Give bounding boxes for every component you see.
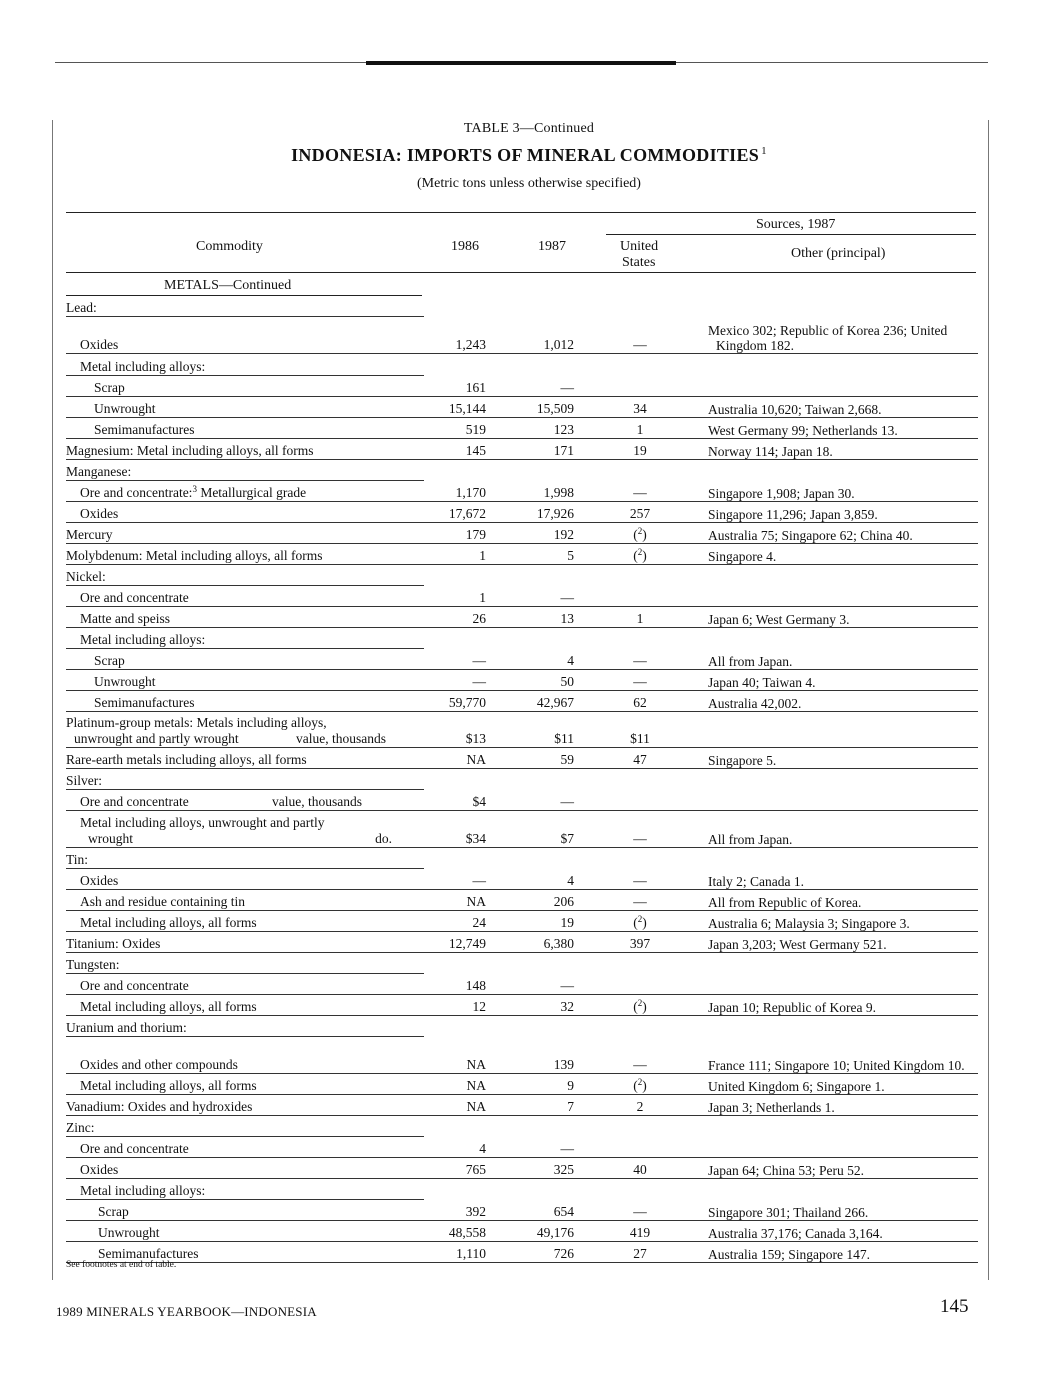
title-footnote: 1 — [761, 145, 767, 157]
us-value: — — [633, 653, 647, 668]
us-value: — — [633, 873, 647, 888]
us-value: $11 — [630, 731, 650, 746]
other-sources: Singapore 1,908; Japan 30. — [708, 486, 855, 501]
value-1986: NA — [466, 1057, 486, 1072]
value-1986: $34 — [465, 831, 486, 846]
commodity-label — [66, 1120, 95, 1136]
table-row — [66, 789, 978, 810]
commodity-label-text: Rare-earth metals including alloys, all forms — [66, 752, 307, 767]
commodity-label — [80, 611, 170, 627]
commodity-label-line2: wrought do. — [88, 831, 392, 846]
commodity-label-text: Semimanufactures — [94, 422, 195, 437]
value-1987: 123 — [553, 422, 574, 437]
commodity-label-text: Unwrought — [94, 401, 156, 416]
table-row — [66, 296, 978, 316]
other-sources: Australia 10,620; Taiwan 2,668. — [708, 402, 882, 417]
value-1987: 1,012 — [543, 337, 574, 352]
table-row — [66, 1178, 978, 1199]
commodity-label-text: Metal including alloys, all forms — [80, 1078, 257, 1093]
table-row — [66, 810, 978, 847]
commodity-label — [94, 422, 194, 438]
commodity-label-text: Nickel: — [66, 569, 106, 584]
commodity-label — [80, 873, 118, 889]
us-value: ($^2$) — [633, 526, 647, 542]
commodity-label-text: Tin: — [66, 852, 89, 867]
table-row — [66, 522, 978, 543]
value-1986: 145 — [465, 443, 486, 458]
commodity-label-text: Ore and concentrate — [80, 1141, 189, 1156]
commodity-label — [94, 380, 125, 396]
other-sources: West Germany 99; Netherlands 13. — [708, 423, 898, 438]
us-value: — — [633, 894, 647, 909]
commodity-table — [66, 296, 978, 1262]
value-1986: — — [472, 873, 486, 888]
section-label: METALS—Continued — [164, 278, 292, 293]
unit-label: value, thousands — [296, 731, 386, 746]
us-value: — — [633, 674, 647, 689]
commodity-label-line1: Platinum-group metals: Metals including alloys, — [66, 715, 327, 730]
us-value: 1 — [636, 611, 644, 626]
commodity-label — [94, 401, 156, 417]
us-value: 47 — [633, 752, 647, 767]
table-row — [66, 480, 978, 501]
table-row — [66, 1157, 978, 1178]
commodity-label-text: Lead: — [66, 300, 97, 315]
value-1986: 59,770 — [448, 695, 486, 710]
commodity-label-text: Silver: — [66, 773, 102, 788]
commodity-label-text: Mercury — [66, 527, 113, 542]
table-row — [66, 375, 978, 396]
table-row — [66, 316, 978, 353]
footnote-ref: 2 — [637, 998, 643, 1008]
table-subtitle: (Metric tons unless otherwise specified) — [417, 176, 641, 191]
commodity-label — [80, 506, 118, 522]
table-row — [66, 543, 978, 564]
value-1986: 148 — [465, 978, 486, 993]
table-row — [66, 417, 978, 438]
commodity-label — [80, 1141, 189, 1157]
us-value: 2 — [636, 1099, 644, 1114]
value-1986: 26 — [472, 611, 486, 626]
other-sources: United Kingdom 6; Singapore 1. — [708, 1079, 885, 1094]
commodity-label — [80, 815, 422, 847]
commodity-label-text: Magnesium: Metal including alloys, all forms — [66, 443, 314, 458]
value-1986: 161 — [465, 380, 486, 395]
other-sources: Australia 159; Singapore 147. — [708, 1247, 870, 1262]
other-sources: Italy 2; Canada 1. — [708, 874, 804, 889]
value-1987: 726 — [553, 1246, 574, 1261]
commodity-label-text: Ore and concentrate — [80, 978, 189, 993]
right-margin-rule — [988, 120, 989, 1280]
value-1987: 19 — [560, 915, 574, 930]
other-sources: Australia 37,176; Canada 3,164. — [708, 1226, 883, 1241]
other-sources: Mexico 302; Republic of Korea 236; United Kingdom 182. — [708, 323, 948, 353]
commodity-label — [80, 337, 118, 353]
table-row — [66, 606, 978, 627]
commodity-label-text: Semimanufactures — [98, 1246, 199, 1261]
us-value: — — [633, 485, 647, 500]
other-sources: Japan 3,203; West Germany 521. — [708, 937, 887, 952]
other-sources: Singapore 5. — [708, 753, 777, 768]
table-row — [66, 847, 978, 868]
value-1987: 171 — [553, 443, 574, 458]
commodity-label-text: Semimanufactures — [94, 695, 195, 710]
commodity-label-text: Uranium and thorium: — [66, 1020, 187, 1035]
commodity-label-text: Vanadium: Oxides and hydroxides — [66, 1099, 253, 1114]
commodity-label-text: Ore and concentrate — [80, 590, 189, 605]
table-row — [66, 889, 978, 910]
other-sources: All from Republic of Korea. — [708, 895, 862, 910]
commodity-label-text: Oxides — [80, 1162, 119, 1177]
commodity-label-text: Matte and speiss — [80, 611, 170, 626]
us-value: 257 — [629, 506, 651, 521]
footnote: See footnotes at end of table. — [66, 1260, 177, 1270]
value-1986: 12 — [472, 999, 486, 1014]
value-1986: 519 — [465, 422, 486, 437]
commodity-label-line1: Metal including alloys, unwrought and partly — [80, 815, 325, 830]
table-row — [66, 648, 978, 669]
commodity-label-line2: unwrought and partly wrought value, thousands — [74, 731, 386, 746]
commodity-label-text: Oxides — [80, 873, 119, 888]
value-1987: 9 — [567, 1078, 574, 1093]
value-1987: 15,509 — [536, 401, 574, 416]
table-row — [66, 669, 978, 690]
commodity-label-text: Ash and residue containing tin — [80, 894, 245, 909]
commodity-label — [80, 999, 257, 1015]
table-row — [66, 868, 978, 889]
header-other: Other (principal) — [791, 246, 886, 261]
table-row — [66, 910, 978, 931]
commodity-label — [66, 715, 422, 747]
other-sources: Singapore 301; Thailand 266. — [708, 1205, 869, 1220]
value-1986: NA — [466, 1078, 486, 1093]
value-1986: 392 — [465, 1204, 486, 1219]
other-sources: Australia 75; Singapore 62; China 40. — [708, 528, 913, 543]
other-sources: Japan 6; West Germany 3. — [708, 612, 850, 627]
table-row — [66, 396, 978, 417]
us-value: ($^2$) — [633, 547, 647, 563]
header-top-rule — [66, 212, 976, 213]
commodity-label — [80, 481, 306, 501]
commodity-label-text: Metal including alloys, all forms — [80, 999, 257, 1014]
table-row — [66, 994, 978, 1015]
header-states: States — [622, 255, 656, 270]
value-1986: 15,144 — [448, 401, 486, 416]
commodity-label — [66, 936, 160, 952]
value-1986: 179 — [465, 527, 486, 542]
commodity-label — [66, 752, 307, 768]
value-1987: 325 — [553, 1162, 574, 1177]
value-1986: $4 — [472, 794, 486, 809]
value-1987: — — [560, 794, 574, 809]
commodity-label — [94, 674, 156, 690]
header-sources: Sources, 1987 — [756, 217, 836, 232]
table-row — [66, 747, 978, 768]
other-sources: Japan 40; Taiwan 4. — [708, 675, 816, 690]
other-sources: All from Japan. — [708, 654, 793, 669]
commodity-label — [66, 300, 97, 316]
commodity-label — [66, 548, 322, 564]
value-1987: 50 — [560, 674, 574, 689]
table-row — [66, 931, 978, 952]
other-sources: Japan 10; Republic of Korea 9. — [708, 1000, 876, 1015]
header-united: United — [620, 239, 659, 254]
value-1986: 1,243 — [455, 337, 486, 352]
value-1987: 13 — [560, 611, 574, 626]
table-row — [66, 459, 978, 480]
us-value: 27 — [633, 1246, 647, 1261]
row-rule-right — [422, 1262, 978, 1263]
table-row — [66, 1094, 978, 1115]
commodity-label — [66, 569, 106, 585]
commodity-label — [94, 653, 125, 669]
commodity-label — [66, 443, 313, 459]
commodity-label — [80, 1183, 205, 1199]
commodity-label — [66, 1099, 252, 1115]
us-value: 62 — [633, 695, 647, 710]
other-sources: France 111; Singapore 10; United Kingdom 10. — [708, 1058, 965, 1073]
commodity-label-text: Oxides and other compounds — [80, 1057, 238, 1072]
header-1986: 1986 — [451, 239, 479, 254]
commodity-label — [94, 695, 194, 711]
table-row — [66, 1136, 978, 1157]
commodity-label — [66, 852, 88, 868]
value-1987: $7 — [560, 831, 574, 846]
table-title — [0, 145, 1058, 166]
commodity-label-text: Zinc: — [66, 1120, 95, 1135]
other-sources: Singapore 11,296; Japan 3,859. — [708, 507, 878, 522]
title-text: INDONESIA: IMPORTS OF MINERAL COMMODITIES — [291, 145, 760, 165]
table-row — [66, 1015, 978, 1036]
value-1987: — — [560, 380, 574, 395]
value-1987: $11 — [554, 731, 574, 746]
other-sources: Australia 6; Malaysia 3; Singapore 3. — [708, 916, 910, 931]
commodity-label-text: Tungsten: — [66, 957, 120, 972]
commodity-label — [80, 794, 189, 810]
value-1987: 49,176 — [536, 1225, 574, 1240]
commodity-label-text: Unwrought — [98, 1225, 160, 1240]
us-value: 1 — [636, 422, 644, 437]
commodity-label — [80, 632, 205, 648]
commodity-label-suffix: Metallurgical grade — [196, 485, 307, 500]
value-1987: 42,967 — [536, 695, 574, 710]
value-1987: 6,380 — [543, 936, 574, 951]
table-row — [66, 973, 978, 994]
value-1986: $13 — [465, 731, 486, 746]
footnote-ref: 2 — [637, 1077, 643, 1087]
commodity-label-text: Oxides — [80, 506, 119, 521]
footnote-ref: 2 — [637, 914, 643, 924]
us-value: ($^2$) — [633, 1077, 647, 1093]
commodity-label-text: Manganese: — [66, 464, 132, 479]
commodity-label — [98, 1225, 160, 1241]
table-row — [66, 353, 978, 375]
value-1986: 1,110 — [456, 1246, 486, 1261]
commodity-label-text: Metal including alloys: — [80, 1183, 206, 1198]
table-row — [66, 585, 978, 606]
commodity-label — [80, 978, 189, 994]
table-row — [66, 438, 978, 459]
value-1987: 206 — [553, 894, 574, 909]
commodity-label-text: Metal including alloys: — [80, 632, 206, 647]
table-row — [66, 768, 978, 789]
table-row — [66, 952, 978, 973]
commodity-label-text: Oxides — [80, 337, 119, 352]
unit-label: value, thousands — [272, 794, 362, 809]
us-value: ($^2$) — [633, 914, 647, 930]
value-1987: 5 — [567, 548, 574, 563]
value-1987: — — [560, 978, 574, 993]
page-number: 145 — [940, 1296, 969, 1317]
value-1986: 1 — [479, 590, 486, 605]
other-sources: Norway 114; Japan 18. — [708, 444, 833, 459]
value-1986: 17,672 — [448, 506, 486, 521]
value-1987: 192 — [553, 527, 574, 542]
commodity-label-text: Scrap — [94, 380, 125, 395]
us-value: 40 — [633, 1162, 647, 1177]
footnote-ref: 2 — [637, 526, 643, 536]
value-1986: — — [472, 653, 486, 668]
footnote-ref: 3 — [192, 484, 197, 494]
commodity-label — [80, 1057, 238, 1073]
value-1986: 1 — [479, 548, 486, 563]
commodity-label — [80, 894, 245, 910]
other-sources: Japan 64; China 53; Peru 52. — [708, 1163, 864, 1178]
value-1986: 12,749 — [448, 936, 486, 951]
value-1987: — — [560, 590, 574, 605]
commodity-label — [66, 773, 102, 789]
header-sources-rule — [606, 234, 976, 235]
commodity-label-text: Metal including alloys, all forms — [80, 915, 257, 930]
commodity-label-text: Metal including alloys: — [80, 359, 206, 374]
table-row — [66, 711, 978, 747]
table-row — [66, 1241, 978, 1262]
commodity-label — [66, 1020, 187, 1036]
value-1986: 4 — [479, 1141, 486, 1156]
value-1987: 4 — [567, 873, 574, 888]
commodity-label-text: Ore and concentrate — [80, 794, 189, 809]
value-1987: 1,998 — [543, 485, 574, 500]
commodity-label — [66, 527, 112, 543]
value-1986: NA — [466, 752, 486, 767]
us-value: 397 — [629, 936, 651, 951]
us-value: — — [633, 1204, 647, 1219]
other-sources: Japan 3; Netherlands 1. — [708, 1100, 835, 1115]
value-1986: — — [472, 674, 486, 689]
commodity-label-text: Molybdenum: Metal including alloys, all forms — [66, 548, 323, 563]
us-value: — — [633, 1057, 647, 1072]
us-value: ($^2$) — [633, 998, 647, 1014]
commodity-label-text: Unwrought — [94, 674, 156, 689]
value-1987: 654 — [553, 1204, 574, 1219]
table-row — [66, 1073, 978, 1094]
us-value: — — [633, 831, 647, 846]
value-1987: 32 — [560, 999, 574, 1014]
commodity-label — [80, 1162, 118, 1178]
value-1987: 139 — [553, 1057, 574, 1072]
header-1987: 1987 — [538, 239, 566, 254]
left-margin-rule — [52, 120, 53, 1280]
us-value: 419 — [629, 1225, 651, 1240]
value-1986: 24 — [472, 915, 486, 930]
commodity-label — [80, 1078, 257, 1094]
commodity-label-text: Ore and concentrate: — [80, 485, 193, 500]
commodity-label — [66, 957, 120, 973]
commodity-label-text: Scrap — [98, 1204, 129, 1219]
value-1987: 4 — [567, 653, 574, 668]
value-1987: 17,926 — [536, 506, 574, 521]
value-1986: 1,170 — [455, 485, 486, 500]
commodity-label — [98, 1204, 129, 1220]
table-row — [66, 1199, 978, 1220]
table-row — [66, 1220, 978, 1241]
us-value: 34 — [633, 401, 647, 416]
value-1987: — — [560, 1141, 574, 1156]
value-1986: 48,558 — [448, 1225, 486, 1240]
unit-label: do. — [375, 831, 392, 846]
commodity-label-text: Scrap — [94, 653, 125, 668]
other-sources: All from Japan. — [708, 832, 793, 847]
table-row — [66, 1115, 978, 1136]
top-bar — [366, 61, 676, 65]
value-1986: NA — [466, 1099, 486, 1114]
value-1987: 7 — [567, 1099, 574, 1114]
us-value: — — [633, 337, 647, 352]
us-value: 19 — [633, 443, 647, 458]
table-row — [66, 690, 978, 711]
commodity-label — [80, 359, 205, 375]
commodity-label-text: Titanium: Oxides — [66, 936, 161, 951]
value-1986: NA — [466, 894, 486, 909]
header-bottom-rule — [66, 272, 976, 273]
header-commodity: Commodity — [196, 239, 263, 254]
commodity-label — [80, 915, 257, 931]
commodity-label — [66, 464, 131, 480]
commodity-label — [80, 590, 189, 606]
footer-title: 1989 MINERALS YEARBOOK—INDONESIA — [56, 1304, 317, 1319]
table-row — [66, 501, 978, 522]
table-row — [66, 1036, 978, 1073]
footnote-ref: 2 — [637, 547, 643, 557]
other-sources: Singapore 4. — [708, 549, 777, 564]
value-1987: 59 — [560, 752, 574, 767]
other-sources: Australia 42,002. — [708, 696, 802, 711]
table-caption: TABLE 3—Continued — [463, 121, 595, 136]
value-1986: 765 — [465, 1162, 486, 1177]
table-row — [66, 627, 978, 648]
table-row — [66, 564, 978, 585]
